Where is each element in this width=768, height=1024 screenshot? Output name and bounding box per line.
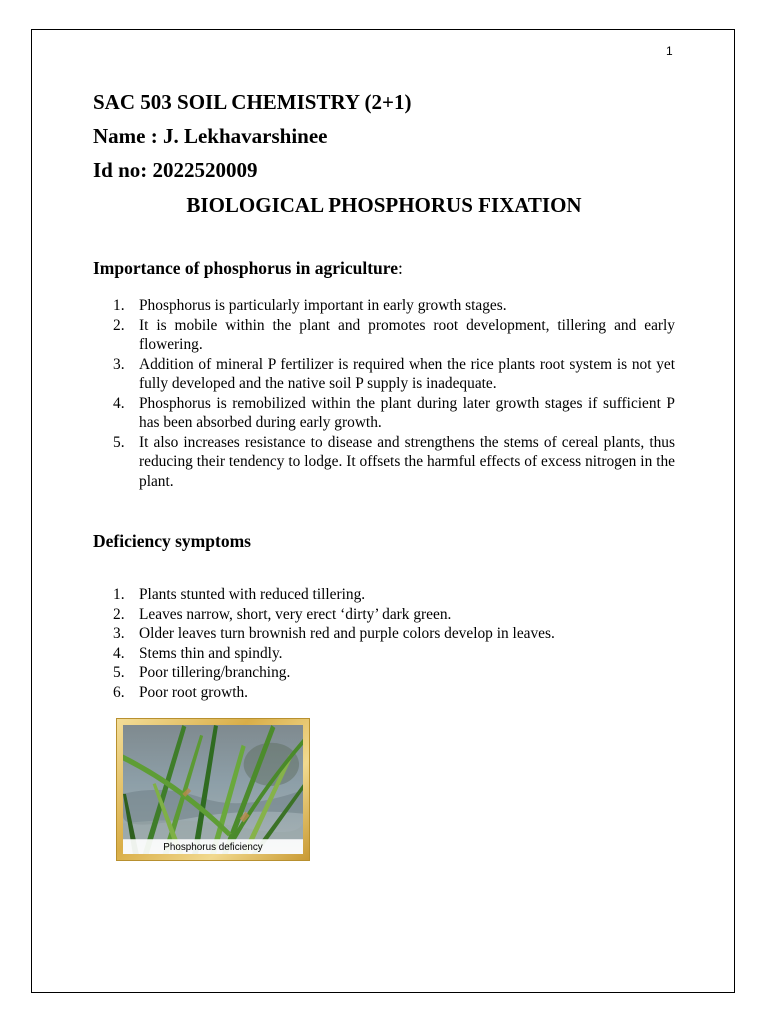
item-text: Older leaves turn brownish red and purple colors develop in leaves. — [139, 625, 555, 642]
item-text: Phosphorus is particularly important in early growth stages. — [139, 297, 507, 314]
student-name: Name : J. Lekhavarshinee — [93, 124, 328, 148]
item-text: Leaves narrow, short, very erect ‘dirty’ dark green. — [139, 605, 452, 623]
importance-item — [93, 316, 675, 355]
deficiency-item — [93, 624, 675, 644]
deficiency-heading: Deficiency symptoms — [93, 531, 251, 551]
item-text: Phosphorus is remobilized within the plant during later growth stages if sufficient P has been absorbed during early growth. — [139, 394, 675, 431]
deficiency-item — [93, 585, 675, 605]
importance-heading — [93, 258, 403, 279]
importance-heading-text: Importance of phosphorus in agriculture — [93, 258, 398, 278]
deficiency-item — [93, 683, 675, 703]
item-text: It is mobile within the plant and promotes root development, tillering and early flowering. — [139, 316, 675, 353]
item-text: Poor tillering/branching. — [139, 664, 291, 681]
phosphorus-deficiency-figure — [116, 718, 310, 861]
item-number: 1. — [113, 586, 125, 603]
item-number: 4. — [113, 394, 125, 412]
item-number: 4. — [113, 644, 125, 662]
importance-item — [93, 394, 675, 433]
item-number: 2. — [113, 605, 125, 623]
importance-item — [93, 355, 675, 394]
student-id: Id no: 2022520009 — [93, 158, 258, 182]
item-number: 3. — [113, 625, 125, 642]
item-number: 3. — [113, 355, 125, 373]
item-number: 5. — [113, 433, 125, 451]
item-text: Plants stunted with reduced tillering. — [139, 586, 366, 603]
item-text: It also increases resistance to disease and strengthens the stems of cereal plants, thus reducing their tendency to lodge. It offsets the harmful effects of excess nitrogen in the plant. — [139, 433, 675, 490]
importance-list — [93, 296, 675, 491]
course-title: SAC 503 SOIL CHEMISTRY (2+1) — [93, 90, 412, 114]
importance-item — [93, 296, 675, 316]
item-text: Stems thin and spindly. — [139, 644, 283, 662]
item-number: 5. — [113, 664, 125, 681]
item-number: 1. — [113, 297, 125, 314]
rice-plant-photo — [123, 725, 303, 854]
importance-heading-colon: : — [397, 258, 403, 278]
item-text: Addition of mineral P fertilizer is required when the rice plants root system is not yet fully developed and the native soil P supply is inadequate. — [139, 355, 675, 392]
deficiency-list — [93, 585, 675, 702]
page-number: 1 — [666, 44, 673, 58]
item-number: 2. — [113, 316, 125, 334]
deficiency-item — [93, 644, 675, 664]
document-title: BIOLOGICAL PHOSPHORUS FIXATION — [186, 193, 582, 217]
importance-item — [93, 433, 675, 492]
item-number: 6. — [113, 683, 125, 701]
figure-caption: Phosphorus deficiency — [163, 842, 263, 854]
deficiency-item — [93, 605, 675, 625]
deficiency-item — [93, 663, 675, 683]
item-text: Poor root growth. — [139, 683, 249, 701]
